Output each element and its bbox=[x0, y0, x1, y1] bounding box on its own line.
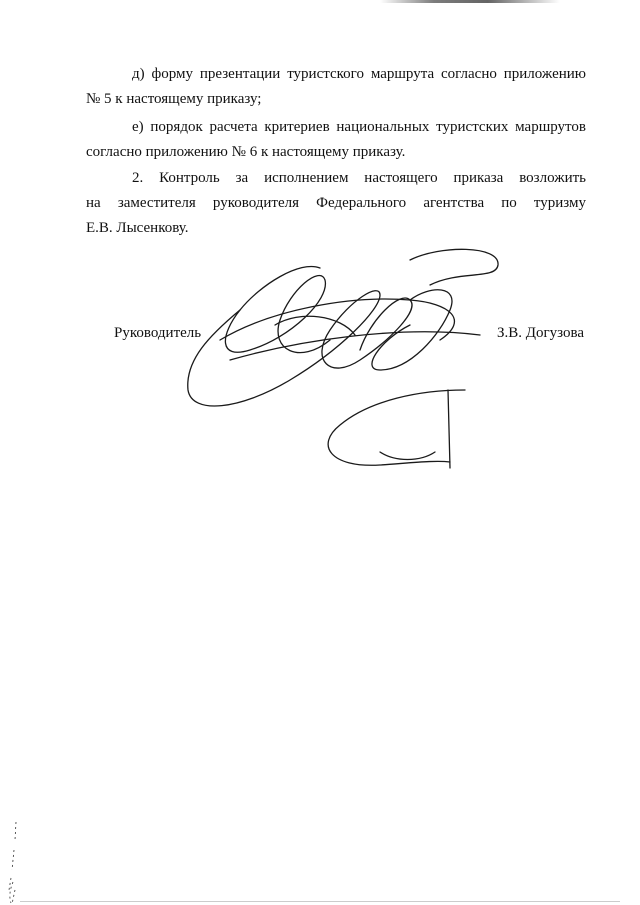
scan-artifact-top bbox=[380, 0, 560, 3]
signature-block bbox=[114, 320, 584, 346]
paragraph-line: № 5 к настоящему приказу; bbox=[86, 91, 262, 107]
paragraph-control bbox=[86, 166, 586, 241]
paragraph-line: е) порядок расчета критериев национальных туристских маршрутов bbox=[132, 119, 586, 135]
scan-artifact-left bbox=[6, 820, 20, 905]
paragraph-line: на заместителя руководителя Федерального агентства по туризму bbox=[86, 195, 586, 211]
paragraph-line: д) форму презентации туристского маршрута согласно приложению bbox=[132, 66, 586, 82]
paragraph-d bbox=[86, 62, 586, 112]
paragraph-line: 2. Контроль за исполнением настоящего приказа возложить bbox=[132, 170, 586, 186]
signatory-title: Руководитель bbox=[114, 325, 202, 341]
handwritten-signature bbox=[180, 240, 510, 480]
paragraph-line: согласно приложению № 6 к настоящему приказу. bbox=[86, 144, 406, 160]
paragraph-e bbox=[86, 115, 586, 165]
paragraph-line: Е.В. Лысенкову. bbox=[86, 220, 189, 236]
scan-artifact-bottom bbox=[20, 901, 620, 902]
signatory-name: З.В. Догузова bbox=[496, 325, 584, 341]
